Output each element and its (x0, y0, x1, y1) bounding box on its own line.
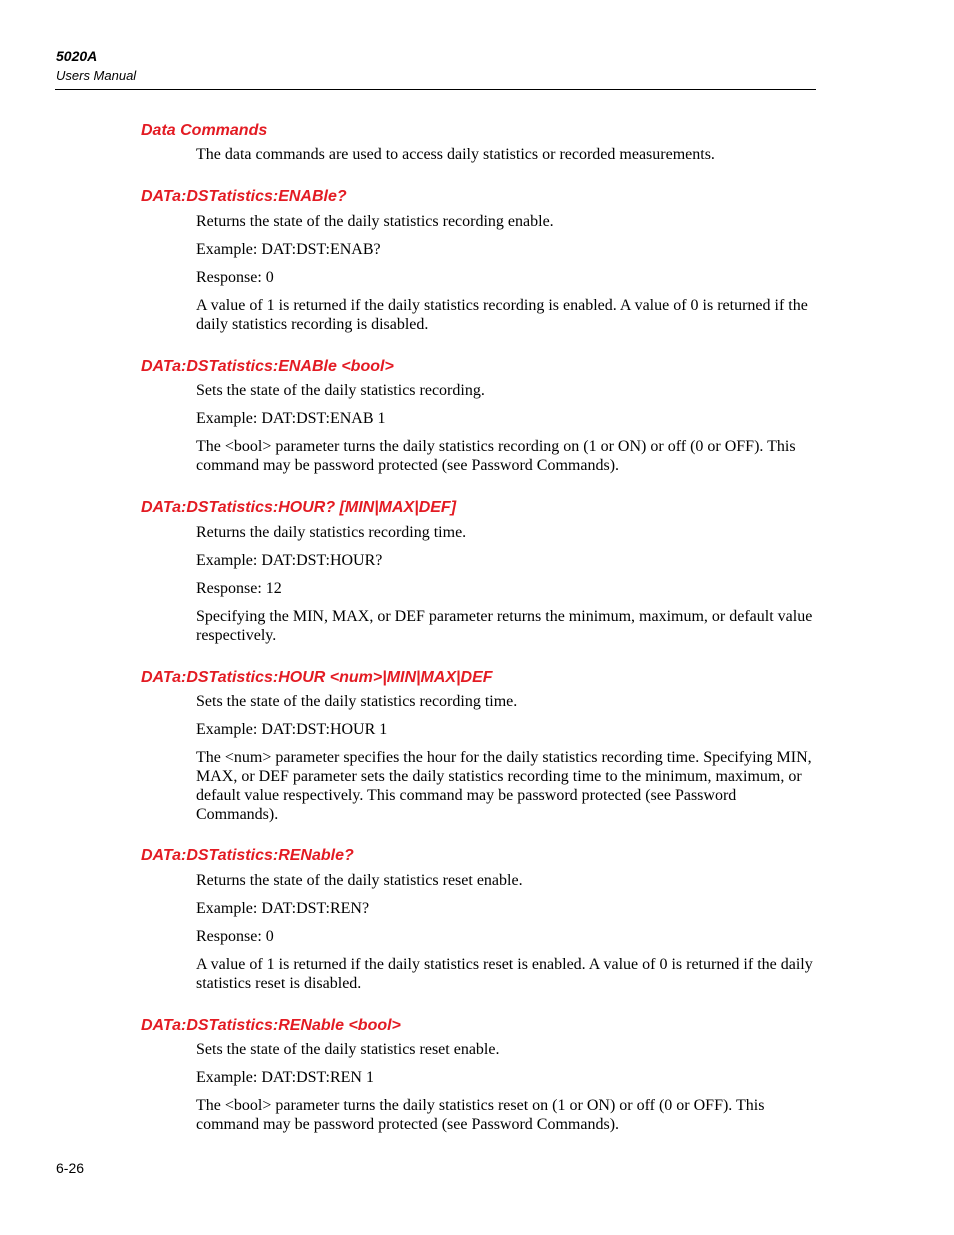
command-description: Sets the state of the daily statistics reset enable. (196, 1041, 500, 1058)
command-heading: DATa:DSTatistics:RENable? (141, 847, 354, 864)
command-example: Example: DAT:DST:HOUR? (196, 552, 383, 569)
command-heading: DATa:DSTatistics:ENABle? (141, 188, 347, 205)
command-example: Example: DAT:DST:HOUR 1 (196, 721, 388, 738)
command-response: Response: 0 (196, 269, 274, 286)
command-description: Returns the state of the daily statistics recording enable. (196, 213, 554, 230)
header-divider (55, 89, 816, 90)
command-note: A value of 1 is returned if the daily statistics reset is enabled. A value of 0 is returned if the daily statistics reset is disabled. (196, 956, 813, 992)
command-example: Example: DAT:DST:ENAB? (196, 241, 381, 258)
command-note: The <num> parameter specifies the hour for the daily statistics recording time. Specifying MIN, MAX, or DEF parameter sets the daily statistics recording time to the minimum, maximum, or default value respectively. This command may be password protected (see Password Commands). (196, 749, 812, 823)
document-subtitle: Users Manual (56, 68, 137, 83)
intro-paragraph: The data commands are used to access daily statistics or recorded measurements. (196, 146, 715, 163)
section-title: Data Commands (141, 122, 268, 139)
command-note: Specifying the MIN, MAX, or DEF parameter returns the minimum, maximum, or default value respectively. (196, 608, 813, 644)
command-response: Response: 12 (196, 580, 282, 597)
command-description: Returns the daily statistics recording time. (196, 524, 467, 541)
command-heading: DATa:DSTatistics:ENABle <bool> (141, 358, 394, 375)
page-number: 6-26 (56, 1160, 85, 1176)
document-model: 5020A (56, 48, 98, 64)
command-note: The <bool> parameter turns the daily statistics recording on (1 or ON) or off (0 or OFF). This command may be password protected (see Password Commands). (196, 438, 796, 474)
command-heading: DATa:DSTatistics:HOUR <num>|MIN|MAX|DEF (141, 669, 493, 686)
command-example: Example: DAT:DST:REN? (196, 900, 370, 917)
command-response: Response: 0 (196, 928, 274, 945)
command-heading: DATa:DSTatistics:HOUR? [MIN|MAX|DEF] (141, 499, 457, 516)
command-description: Sets the state of the daily statistics recording. (196, 382, 485, 399)
command-example: Example: DAT:DST:REN 1 (196, 1069, 374, 1086)
command-example: Example: DAT:DST:ENAB 1 (196, 410, 386, 427)
command-note: The <bool> parameter turns the daily statistics reset on (1 or ON) or off (0 or OFF). This command may be password protected (see Password Commands). (196, 1097, 765, 1133)
command-note: A value of 1 is returned if the daily statistics recording is enabled. A value of 0 is returned if the daily statistics recording is disabled. (196, 297, 808, 333)
command-description: Sets the state of the daily statistics recording time. (196, 693, 518, 710)
command-description: Returns the state of the daily statistics reset enable. (196, 872, 523, 889)
command-heading: DATa:DSTatistics:RENable <bool> (141, 1017, 401, 1034)
